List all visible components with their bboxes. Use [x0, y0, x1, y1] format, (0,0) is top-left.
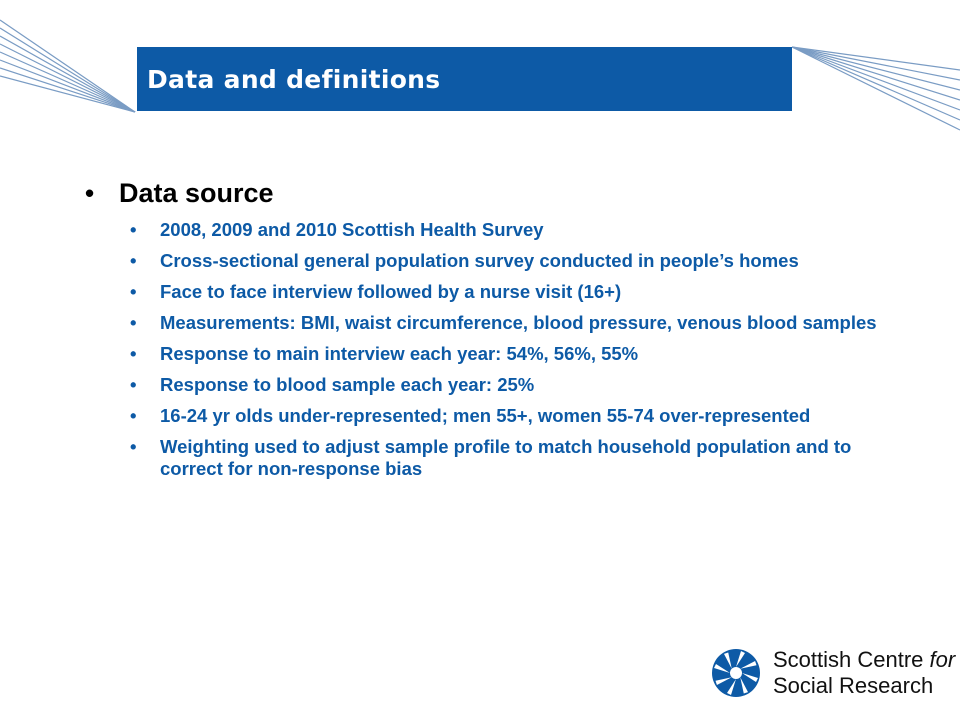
scsr-logo	[711, 647, 955, 699]
bullet-icon: •	[130, 219, 137, 240]
sub-bullet-list	[85, 219, 885, 480]
list-item: • Measurements: BMI, waist circumference, blood pressure, venous blood samples	[130, 312, 877, 333]
list-item: • Response to main interview each year: 54%, 56%, 55%	[130, 343, 639, 364]
list-item: • Response to blood sample each year: 25%	[130, 374, 535, 395]
logo-line2: Social Research	[773, 673, 934, 698]
logo-emblem-icon	[711, 648, 761, 698]
page-title: Data and definitions	[147, 64, 441, 94]
bullet-icon: •	[130, 250, 137, 271]
list-item: • 2008, 2009 and 2010 Scottish Health Survey	[130, 219, 544, 240]
content-area	[85, 178, 885, 489]
bullet-icon: •	[130, 436, 137, 457]
bullet-icon: •	[130, 374, 137, 395]
list-item: • 16-24 yr olds under-represented; men 55+, women 55-74 over-represented	[130, 405, 811, 426]
bullet-icon: •	[130, 405, 137, 426]
list-item: • Face to face interview followed by a nurse visit (16+)	[130, 281, 622, 302]
bullet-icon: •	[130, 343, 137, 364]
logo-line1-italic: for	[929, 647, 956, 672]
logo-line1: Scottish Centre	[773, 647, 924, 672]
bullet-icon: •	[130, 312, 137, 333]
title-bar	[137, 47, 792, 111]
main-bullet	[85, 178, 885, 209]
list-item: • Cross-sectional general population survey conducted in people’s homes	[130, 250, 799, 271]
list-item: • Weighting used to adjust sample profile to match household population and to correct for non-response bias	[130, 436, 852, 479]
logo-text	[773, 647, 955, 699]
bullet-icon: •	[130, 281, 137, 302]
section-heading: Data source	[119, 178, 274, 208]
bullet-icon: •	[85, 178, 95, 208]
